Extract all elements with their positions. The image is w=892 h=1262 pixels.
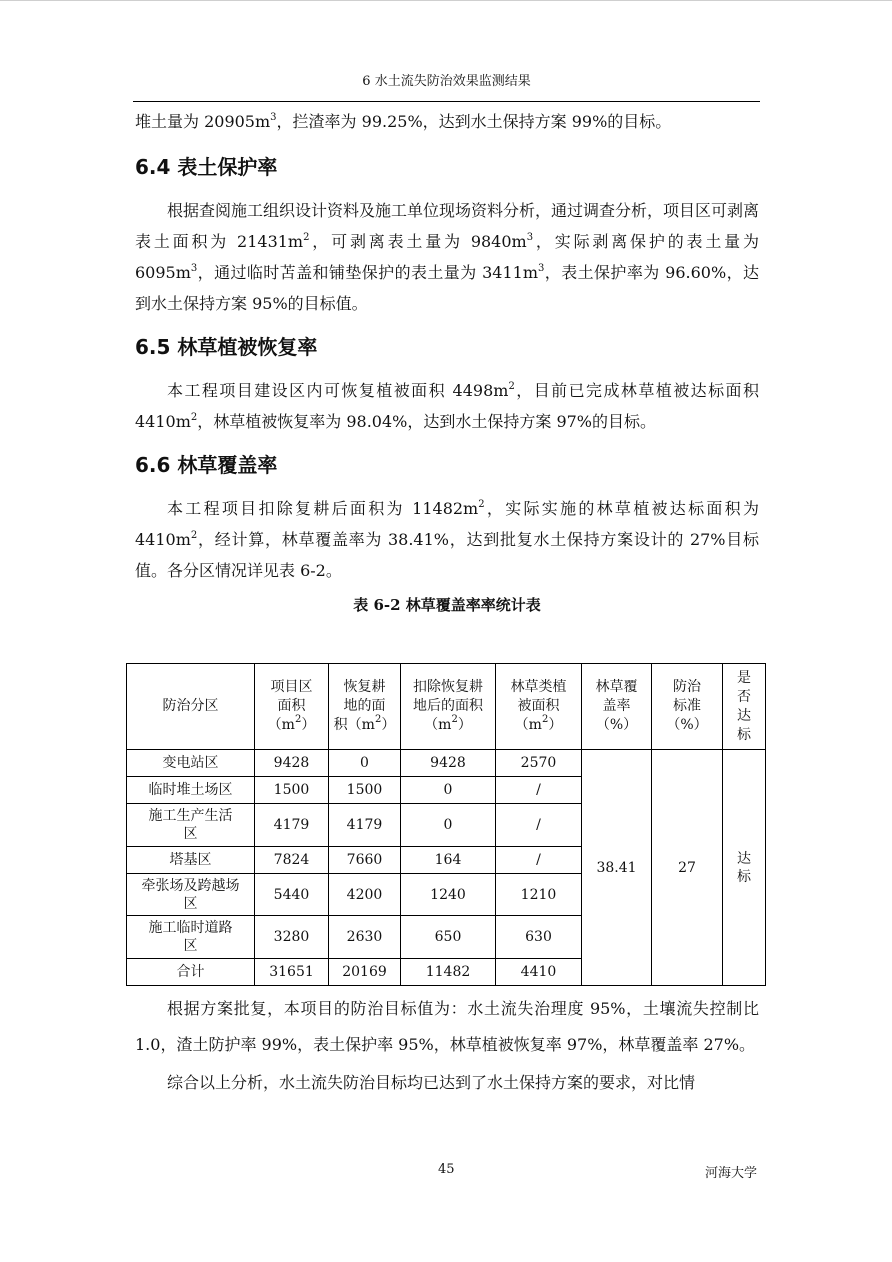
cell-standard: 27 bbox=[652, 750, 723, 986]
page-body bbox=[135, 106, 760, 1092]
paragraph-targets: 根据方案批复，本项目的防治目标值为：水土流失治理度 95%，土壤流失控制比 1.0，渣土防护率 99%，表土保护率 95%，林草植被恢复率 97%，林草覆盖率 27%。 bbox=[135, 999, 759, 1054]
footer-university: 河海大学 bbox=[705, 1166, 758, 1181]
header-vegetation-area: 林草类植 被面积 $(m^2)$ bbox=[496, 664, 582, 750]
cell-zone: 施工生产生活区 bbox=[127, 804, 255, 847]
cell-zone: 塔基区 bbox=[127, 847, 255, 874]
section-heading-6-5: 6.5 林草植被恢复率 bbox=[135, 335, 318, 359]
paragraph-spoil: 堆土量为 $20905m^3$，拦渣率为 99.25%，达到水土保持方案 99%的目标。 bbox=[135, 111, 672, 131]
header-standard: 防治 标准 （%） bbox=[652, 664, 723, 750]
header-project-area: 项目区 面积 $(m^2)$ bbox=[255, 664, 329, 750]
cell-zone: 临时堆土场区 bbox=[127, 777, 255, 804]
coverage-table bbox=[126, 663, 766, 986]
cell-area: 3280 bbox=[255, 916, 329, 959]
cell-restore: 0 bbox=[329, 750, 401, 777]
paragraph-vegetation-recovery: 本工程项目建设区内可恢复植被面积 $4498m^2$，目前已完成林草植被达标面积 $4410m^2$，林草植被恢复率为 98.04%，达到水土保持方案 97%的目标。 bbox=[135, 380, 759, 431]
cell-restore: 1500 bbox=[329, 777, 401, 804]
paragraph-summary: 综合以上分析，水土流失防治目标均已达到了水土保持方案的要求，对比情 bbox=[167, 1073, 696, 1092]
cell-restore: 7660 bbox=[329, 847, 401, 874]
cell-zone: 牵张场及跨越场区 bbox=[127, 874, 255, 916]
cell-area: 9428 bbox=[255, 750, 329, 777]
header-zone: 防治分区 bbox=[127, 664, 255, 750]
paragraph-topsoil: 根据查阅施工组织设计资料及施工单位现场资料分析，通过调查分析，项目区可剥离表土面积为 $21431m^2$，可剥离表土量为 $9840m^3$，实际剥离保护的表土量为 $6095m^3$，通过临时苫盖和铺垫保护的表土量为 $3411m^3$，表土保护率为 96.60%，达到水土保持方案 95%的目标值。 bbox=[135, 201, 760, 313]
header-coverage-rate: 林草覆 盖率 （%） bbox=[582, 664, 652, 750]
cell-area: 31651 bbox=[255, 959, 329, 986]
cell-area: 7824 bbox=[255, 847, 329, 874]
page-number: 45 bbox=[438, 1162, 455, 1177]
section-heading-6-4: 6.4 表土保护率 bbox=[135, 155, 278, 179]
cell-deduct: 9428 bbox=[401, 750, 496, 777]
cell-veg: 630 bbox=[496, 916, 582, 959]
cell-zone: 施工临时道路区 bbox=[127, 916, 255, 959]
cell-restore: 4179 bbox=[329, 804, 401, 847]
cell-veg: 1210 bbox=[496, 874, 582, 916]
table-row bbox=[127, 750, 766, 777]
cell-deduct: 650 bbox=[401, 916, 496, 959]
paragraph-vegetation-coverage: 本工程项目扣除复耕后面积为 $11482m^2$，实际实施的林草植被达标面积为 $4410m^2$，经计算，林草覆盖率为 38.41%，达到批复水土保持方案设计的 27%目标值。各分区情况详见表 6-2。 bbox=[135, 498, 759, 580]
cell-zone: 合计 bbox=[127, 959, 255, 986]
page-top-border bbox=[0, 0, 892, 1]
cell-zone: 变电站区 bbox=[127, 750, 255, 777]
header-restored-farmland: 恢复耕 地的面 积$(m^2)$ bbox=[329, 664, 401, 750]
cell-veg: / bbox=[496, 847, 582, 874]
cell-coverage: 38.41 bbox=[582, 750, 652, 986]
cell-veg: / bbox=[496, 804, 582, 847]
running-header: 6 水土流失防治效果监测结果 bbox=[362, 74, 531, 89]
cell-restore: 4200 bbox=[329, 874, 401, 916]
section-heading-6-6: 6.6 林草覆盖率 bbox=[135, 453, 278, 477]
cell-area: 5440 bbox=[255, 874, 329, 916]
cell-restore: 2630 bbox=[329, 916, 401, 959]
header-reached: 是 否 达 标 bbox=[723, 664, 766, 750]
table-header-row bbox=[127, 664, 766, 750]
cell-veg: 4410 bbox=[496, 959, 582, 986]
cell-veg: 2570 bbox=[496, 750, 582, 777]
cell-deduct: 0 bbox=[401, 777, 496, 804]
header-deducted-area: 扣除恢复耕 地后的面积 $(m^2)$ bbox=[401, 664, 496, 750]
cell-deduct: 164 bbox=[401, 847, 496, 874]
table-caption: 表 6-2 林草覆盖率率统计表 bbox=[353, 596, 541, 614]
closing-paragraphs bbox=[135, 991, 759, 1101]
cell-deduct: 0 bbox=[401, 804, 496, 847]
cell-area: 1500 bbox=[255, 777, 329, 804]
cell-reached: 达 标 bbox=[723, 750, 766, 986]
cell-area: 4179 bbox=[255, 804, 329, 847]
cell-deduct: 11482 bbox=[401, 959, 496, 986]
cell-deduct: 1240 bbox=[401, 874, 496, 916]
cell-restore: 20169 bbox=[329, 959, 401, 986]
header-rule bbox=[133, 101, 760, 102]
cell-veg: / bbox=[496, 777, 582, 804]
